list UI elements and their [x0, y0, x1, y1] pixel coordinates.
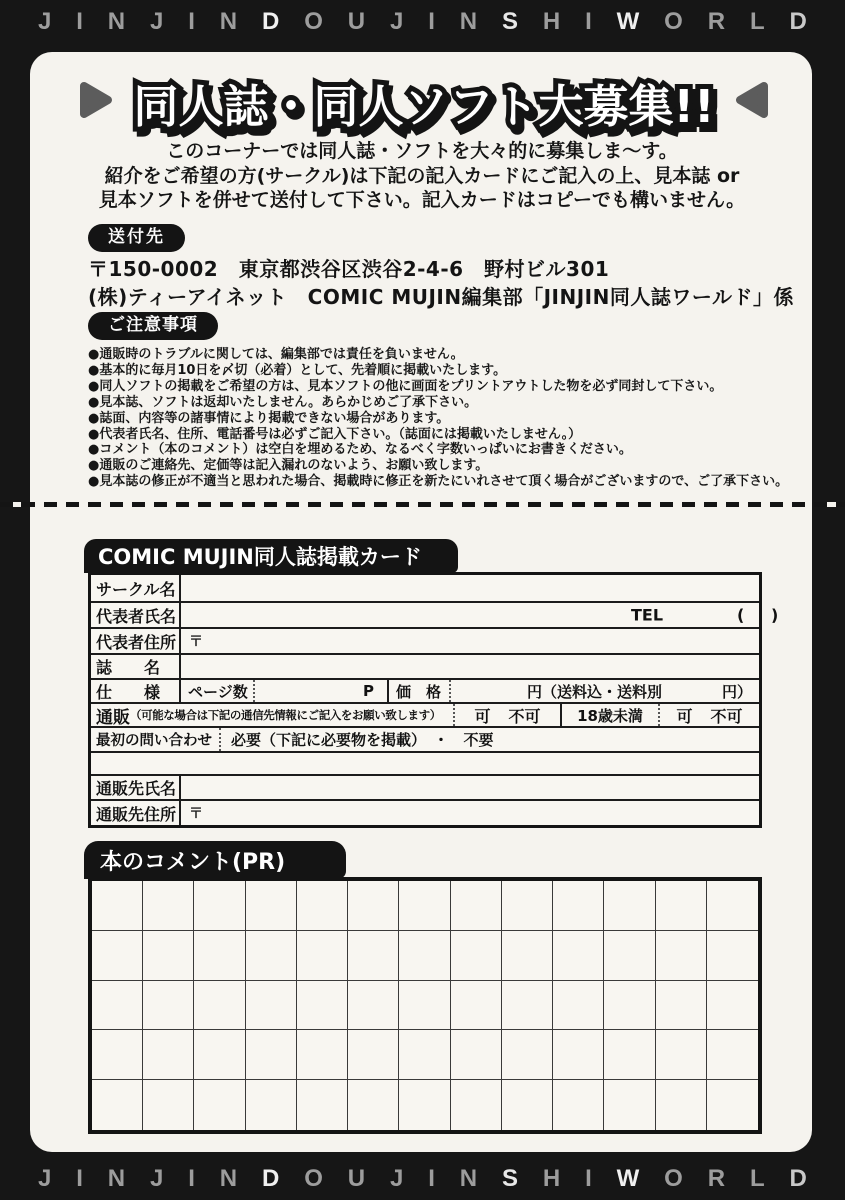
left-arrow-icon	[78, 78, 114, 126]
comment-grid-cell[interactable]	[399, 931, 450, 981]
page-title: 同人誌・同人ソフト大募集!! 同人誌・同人ソフト大募集!! 同人誌・同人ソフト大募集!!	[133, 70, 714, 135]
note-item: ●通販のご連絡先、定価等は記入漏れのないよう、お願い致します。	[88, 458, 489, 474]
border-letter: O	[304, 1165, 323, 1192]
border-letter: L	[749, 8, 765, 35]
border-letter: N	[107, 8, 126, 35]
cut-line	[0, 502, 845, 507]
border-letter: I	[428, 8, 435, 35]
comment-grid-cell[interactable]	[399, 881, 450, 931]
book-title-field[interactable]	[181, 655, 759, 678]
comment-tab-title: 本のコメント(PR)	[84, 841, 346, 879]
comment-grid-cell[interactable]	[656, 981, 707, 1031]
comment-grid-cell[interactable]	[194, 931, 245, 981]
comment-grid-cell[interactable]	[348, 1030, 399, 1080]
comment-grid-cell[interactable]	[502, 981, 553, 1031]
border-letter: U	[347, 1165, 366, 1192]
border-letter: D	[262, 1165, 280, 1192]
tel-paren-close: )	[771, 605, 779, 625]
intro-line-3: 見本ソフトを併せて送付して下さい。記入カードはコピーでも構いません。	[98, 189, 746, 211]
border-letter: H	[542, 1165, 561, 1192]
comment-grid-cell[interactable]	[348, 981, 399, 1031]
postal-mark: 〒	[189, 634, 203, 650]
comment-grid-cell[interactable]	[604, 1080, 655, 1130]
under18-label: 18歳未満	[562, 704, 660, 726]
card-tab-title: COMIC MUJIN同人誌掲載カード	[84, 539, 458, 573]
circle-name-field[interactable]	[181, 575, 759, 601]
intro-line-2: 紹介をご希望の方(サークル)は下記の記入カードにご記入の上、見本誌 or	[104, 164, 740, 187]
comment-grid-cell[interactable]	[399, 1080, 450, 1130]
comment-grid-cell[interactable]	[194, 881, 245, 931]
comment-grid-cell[interactable]	[451, 981, 502, 1031]
border-letter: N	[107, 1165, 126, 1192]
border-letter: R	[707, 8, 726, 35]
border-letter: I	[76, 8, 83, 35]
note-item: ●見本誌の修正が不適当と思われた場合、掲載時に修正を新たにいれさせて頂く場合がございますので、ご了承下さい。	[88, 474, 789, 490]
comment-grid-cell[interactable]	[451, 881, 502, 931]
note-item: ●同人ソフトの掲載をご希望の方は、見本ソフトの他に画面をプリントアウトした物を必ず同封して下さい。	[88, 378, 723, 394]
rep-name-label: 代表者氏名	[91, 603, 181, 627]
border-letter: D	[789, 1165, 807, 1192]
comment-grid-cell[interactable]	[143, 1080, 194, 1130]
comment-grid	[88, 877, 762, 1134]
comment-grid-cell[interactable]	[553, 881, 604, 931]
note-item: ●代表者氏名、住所、電話番号は必ずご記入下さい。（誌面には掲載いたしません。）	[88, 426, 582, 442]
border-letter: I	[76, 1165, 83, 1192]
comment-grid-cell[interactable]	[143, 1030, 194, 1080]
right-arrow-icon	[734, 78, 770, 126]
header	[78, 60, 770, 144]
border-letter: D	[262, 8, 280, 35]
comment-grid-cell[interactable]	[707, 881, 758, 931]
comment-grid-cell[interactable]	[553, 1080, 604, 1130]
table-row-rep-address	[91, 627, 759, 653]
comment-grid-cell[interactable]	[246, 981, 297, 1031]
comment-grid-cell[interactable]	[656, 881, 707, 931]
comment-grid-cell[interactable]	[194, 1080, 245, 1130]
comment-grid-cell[interactable]	[707, 1030, 758, 1080]
notes-badge: ご注意事項	[88, 312, 218, 340]
table-row-rep-name	[91, 601, 779, 627]
border-letter: J	[150, 8, 164, 35]
comment-grid-cell[interactable]	[297, 931, 348, 981]
price-label: 価 格	[389, 680, 451, 702]
price-unit-close: 円）	[721, 682, 752, 701]
shipping-badge: 送付先	[88, 224, 185, 252]
comment-grid-cell[interactable]	[246, 1030, 297, 1080]
comment-grid-cell[interactable]	[399, 1030, 450, 1080]
table-row-blank	[91, 751, 759, 774]
comment-grid-cell[interactable]	[707, 931, 758, 981]
border-letter: U	[347, 8, 366, 35]
comment-grid-cell[interactable]	[502, 1030, 553, 1080]
tel-label: TEL	[631, 605, 664, 625]
price-field[interactable]	[451, 680, 527, 702]
mail-order-choice[interactable]: 可 不可	[455, 704, 562, 726]
comment-grid-cell[interactable]	[553, 931, 604, 981]
border-letter: I	[188, 8, 195, 35]
comment-grid-cell[interactable]	[143, 881, 194, 931]
border-letter: W	[616, 1165, 640, 1192]
book-title-label: 誌 名	[91, 655, 181, 678]
note-item: ●基本的に毎月10日を〆切（必着）として、先着順に掲載いたします。	[88, 362, 507, 378]
comment-grid-cell[interactable]	[246, 1080, 297, 1130]
under18-choice[interactable]: 可 不可	[676, 706, 743, 726]
comment-grid-cell[interactable]	[399, 981, 450, 1031]
comment-grid-cell[interactable]	[143, 981, 194, 1031]
comment-grid-cell[interactable]	[604, 931, 655, 981]
pages-label: ページ数	[181, 680, 255, 702]
intro-paragraph	[48, 139, 796, 213]
mo-address-field[interactable]	[181, 801, 759, 825]
comment-grid-cell[interactable]	[194, 981, 245, 1031]
comment-grid-cell[interactable]	[553, 1030, 604, 1080]
comment-grid-cell[interactable]	[92, 881, 143, 931]
comment-grid-cell[interactable]	[502, 1080, 553, 1130]
comment-grid-cell[interactable]	[348, 931, 399, 981]
pages-unit: P	[363, 680, 389, 702]
comment-grid-cell[interactable]	[451, 1030, 502, 1080]
comment-grid-cell[interactable]	[451, 931, 502, 981]
comment-grid-cell[interactable]	[92, 1030, 143, 1080]
comment-grid-cell[interactable]	[707, 1080, 758, 1130]
rep-address-label: 代表者住所	[91, 629, 181, 653]
comment-grid-cell[interactable]	[553, 981, 604, 1031]
comment-grid-cell[interactable]	[297, 1080, 348, 1130]
comment-grid-cell[interactable]	[656, 1030, 707, 1080]
border-letter: O	[664, 8, 683, 35]
mail-order-label: 通販 （可能な場合は下記の通信先情報にご記入をお願い致します）	[91, 704, 455, 726]
table-row-circle-name	[91, 575, 759, 601]
comment-grid-cell[interactable]	[92, 931, 143, 981]
note-item: ●コメント（本のコメント）は空白を埋めるため、なるべく字数いっぱいにお書きください。	[88, 442, 632, 458]
note-item: ●見本誌、ソフトは返却いたしません。あらかじめご了承下さい。	[88, 394, 478, 410]
border-letter: D	[789, 8, 807, 35]
border-letter: N	[219, 8, 238, 35]
comment-grid-cell[interactable]	[707, 981, 758, 1031]
border-letter: H	[542, 8, 561, 35]
mo-name-field[interactable]	[181, 776, 759, 799]
circle-name-label: サークル名	[91, 575, 181, 601]
shipping-address-line2: (株)ティーアイネット COMIC MUJIN編集部「JINJIN同人誌ワールド」係	[88, 285, 794, 309]
border-letter: S	[501, 8, 518, 35]
border-letter: I	[585, 1165, 592, 1192]
pages-field[interactable]	[255, 680, 363, 702]
comment-grid-cell[interactable]	[297, 1030, 348, 1080]
comment-grid-cell[interactable]	[246, 931, 297, 981]
border-letter: N	[459, 8, 478, 35]
mo-address-label: 通販先住所	[91, 801, 181, 825]
comment-grid-cell[interactable]	[143, 931, 194, 981]
rep-address-field[interactable]	[181, 629, 759, 653]
comment-grid-cell[interactable]	[348, 1080, 399, 1130]
border-letter: S	[501, 1165, 518, 1192]
border-letter: O	[664, 1165, 683, 1192]
comment-grid-cell[interactable]	[502, 881, 553, 931]
border-letter: N	[459, 1165, 478, 1192]
table-row-mo-address	[91, 799, 759, 825]
border-letter: J	[38, 1165, 52, 1192]
first-contact-label: 最初の問い合わせ	[91, 728, 221, 751]
note-item: ●通販時のトラブルに関しては、編集部では責任を負いません。	[88, 347, 464, 362]
border-letter: I	[188, 1165, 195, 1192]
table-row-mail-order	[91, 702, 759, 726]
comment-grid-cell[interactable]	[656, 931, 707, 981]
border-letter: N	[219, 1165, 238, 1192]
comment-grid-cell[interactable]	[604, 881, 655, 931]
bottom-border-letters	[0, 1163, 845, 1195]
shipping-address-line1: 〒150-0002 東京都渋谷区渋谷2-4-6 野村ビル301	[88, 257, 610, 281]
price-unit: 円（送料込・送料別	[527, 682, 663, 701]
border-letter: I	[585, 8, 592, 35]
note-item: ●誌面、内容等の諸事情により掲載できない場合があります。	[88, 410, 450, 426]
table-row-mo-name	[91, 774, 759, 799]
comment-grid-cell[interactable]	[604, 981, 655, 1031]
notes-list	[88, 347, 810, 490]
table-row-spec	[91, 678, 759, 702]
first-contact-choice[interactable]: 必要（下記に必要物を掲載） ・ 不要	[231, 731, 494, 749]
comment-grid-cell[interactable]	[297, 981, 348, 1031]
border-letter: J	[150, 1165, 164, 1192]
border-letter: J	[389, 1165, 404, 1192]
tel-paren-open: (	[737, 605, 745, 625]
comment-grid-cell[interactable]	[348, 881, 399, 931]
intro-line-1: このコーナーでは同人誌・ソフトを大々的に募集しま～す。	[166, 140, 678, 162]
border-letter: J	[38, 8, 52, 35]
submission-card-table	[88, 572, 779, 828]
comment-grid-cell[interactable]	[92, 1080, 143, 1130]
comment-grid-cell[interactable]	[451, 1080, 502, 1130]
rep-name-field[interactable]	[181, 603, 779, 627]
comment-grid-cell[interactable]	[246, 881, 297, 931]
comment-grid-cell[interactable]	[656, 1080, 707, 1130]
border-letter: I	[428, 1165, 435, 1192]
blank-field[interactable]	[91, 753, 759, 774]
top-border-letters	[0, 6, 845, 38]
comment-grid-cell[interactable]	[604, 1030, 655, 1080]
table-row-book-title	[91, 653, 759, 678]
comment-grid-cell[interactable]	[297, 881, 348, 931]
comment-grid-cell[interactable]	[194, 1030, 245, 1080]
table-row-first-contact	[91, 726, 759, 751]
postal-mark: 〒	[189, 806, 203, 822]
spec-label: 仕 様	[91, 680, 181, 702]
mo-name-label: 通販先氏名	[91, 776, 181, 799]
comment-grid-cell[interactable]	[92, 981, 143, 1031]
border-letter: L	[749, 1165, 765, 1192]
comment-grid-cell[interactable]	[502, 931, 553, 981]
border-letter: O	[304, 8, 323, 35]
border-letter: W	[616, 8, 640, 35]
border-letter: R	[707, 1165, 726, 1192]
border-letter: J	[389, 8, 404, 35]
